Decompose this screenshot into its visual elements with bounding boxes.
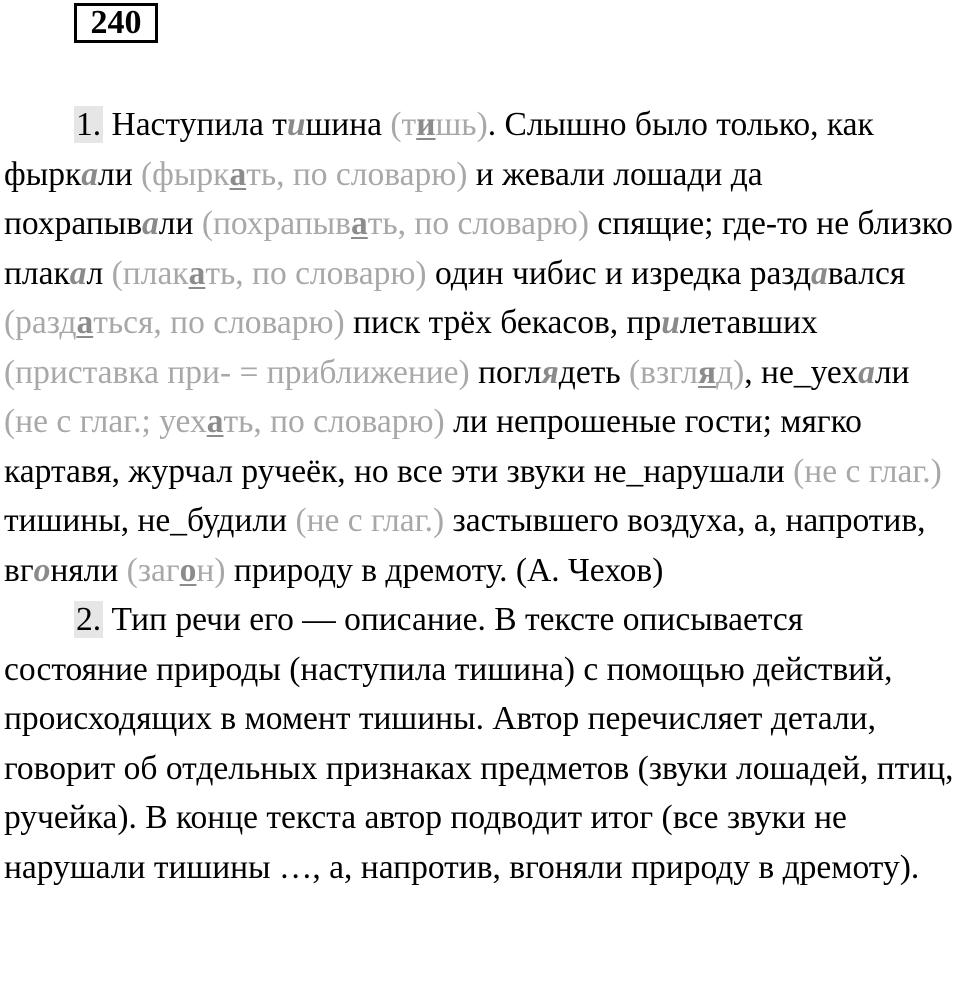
vowel-highlight: я — [541, 353, 559, 391]
vowel-highlight: и — [661, 304, 680, 341]
task-number-box — [74, 3, 158, 43]
paragraph-2-text: Тип речи его — описание. В тексте описывается состояние природы (наступила тишина) с помощью действий, происходящих в момент тишины. Автор перечисляет детали, говорит об отдельных признаках предметов (звуки лошадей, птиц, ручейка). В конце текста автор подводит итог (все звуки не нарушали тишины …, а, напротив, вгоняли природу в дремоту). — [4, 601, 954, 886]
check-word-hint: (раздаться, по словарю) — [4, 304, 345, 341]
vowel-highlight: а — [858, 353, 875, 391]
check-word-hint: (плакать, по словарю) — [111, 254, 427, 292]
check-word-hint: (приставка при- = приближение) — [4, 353, 470, 391]
task-number: 240 — [90, 4, 142, 41]
paragraph-1: 1. Наступила тишина (тишь). Слышно было только, как фыркали (фыркать, по словарю) и жевали лошади да похрапывали (похрапывать, по словарю) спящие; где-то не близко плакал (плакать, по словарю) один чибис и изредка раздавался (раздаться, по словарю) писк трёх бекасов, прилетавших (приставка при- = приближение) поглядеть (взгляд), не_уехали (не с глаг.; уехать, по словарю) ли непрошеные гости; мягко картавя, журчал ручеёк, но все эти звуки не_нарушали (не с глаг.) тишины, не_будили (не с глаг.) застывшего воздуха, а, напротив, вгоняли (загон) природу в дремоту. (А. Чехов) — [4, 106, 953, 589]
check-word-hint: (похрапывать, по словарю) — [201, 205, 589, 242]
vowel-highlight: а — [69, 254, 87, 292]
vowel-highlight: и — [286, 106, 306, 143]
check-word-hint: (не с глаг.) — [295, 502, 445, 539]
vowel-highlight: а — [81, 155, 98, 193]
check-word-hint: (не с глаг.; уехать, по словарю) — [4, 403, 445, 440]
vowel-highlight: а — [811, 254, 828, 292]
check-word-hint: (взгляд) — [629, 353, 745, 391]
check-word-hint: (загон) — [126, 551, 226, 589]
vowel-highlight: а — [142, 205, 159, 242]
paragraph-2 — [4, 595, 954, 892]
check-word-hint: (не с глаг.) — [793, 452, 942, 490]
check-word-hint: (тишь) — [390, 106, 488, 143]
vowel-highlight: о — [33, 551, 51, 589]
answer-text — [4, 100, 954, 892]
item-number-2: 2. — [76, 601, 102, 638]
item-number-1: 1. — [76, 106, 102, 143]
check-word-hint: (фыркать, по словарю) — [141, 155, 468, 193]
